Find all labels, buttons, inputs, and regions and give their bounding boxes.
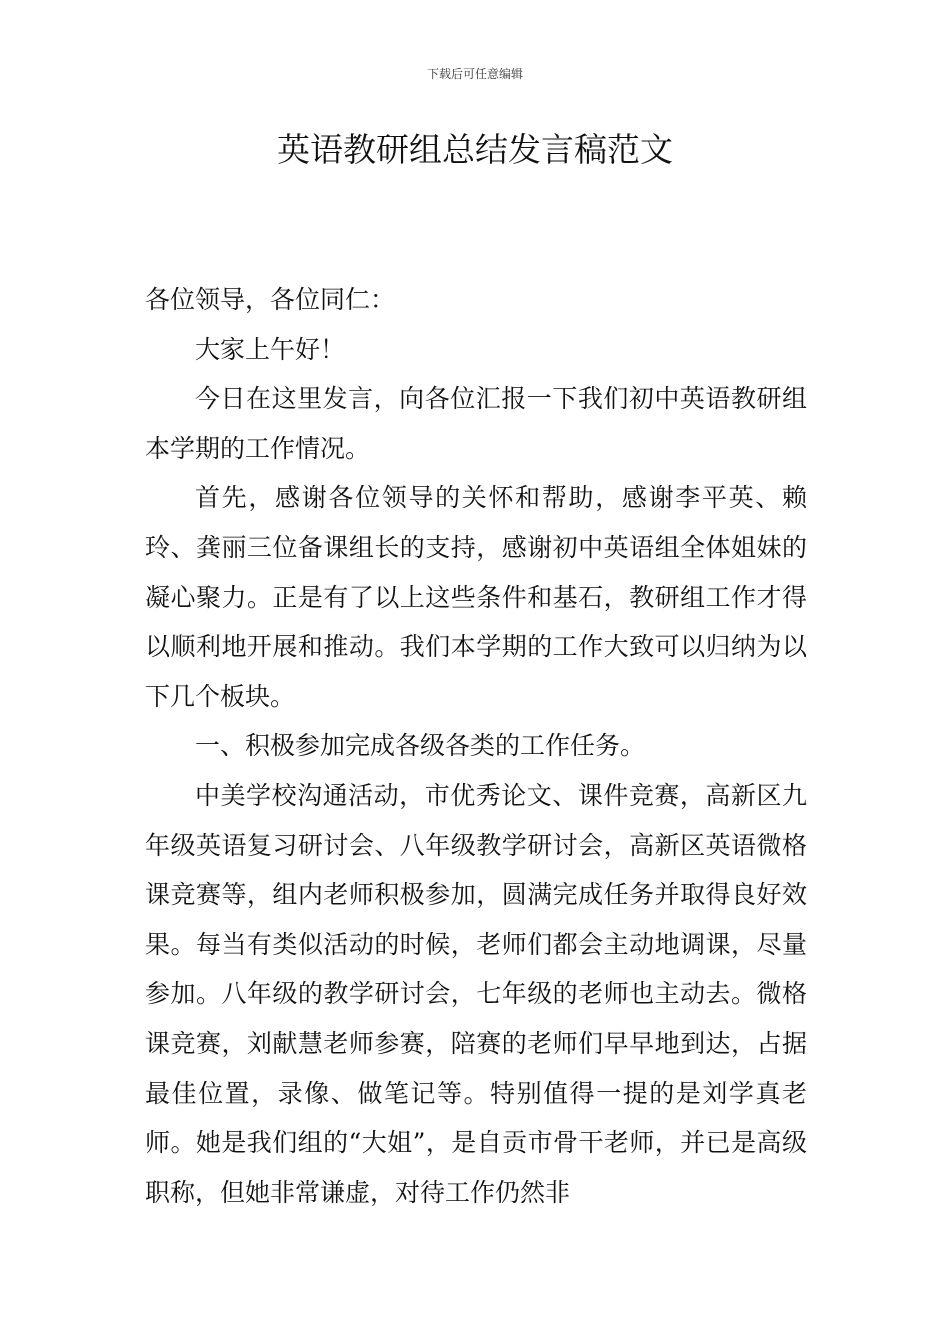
paragraph-greeting: 大家上午好！ — [195, 334, 346, 364]
document-title: 英语教研组总结发言稿范文 — [277, 130, 673, 169]
section-heading-one: 一、积极参加完成各级各类的工作任务。 — [195, 731, 646, 761]
paragraph-thanks: 首先，感谢各位领导的关怀和帮助，感谢李平英、赖玲、龚丽三位备课组长的支持，感谢初中英语组全体姐妹的凝心聚力。正是有了以上这些条件和基石，教研组工作才得以顺利地开展和推动。我们本学期的工作大致可以归纳为以下几个板块。 — [145, 483, 807, 711]
header-note: 下载后可任意编辑 — [426, 67, 523, 81]
salutation: 各位领导，各位同仁： — [145, 285, 396, 314]
paragraph-intro: 今日在这里发言，向各位汇报一下我们初中英语教研组本学期的工作情况。 — [145, 384, 807, 463]
document-body — [145, 275, 807, 1217]
paragraph-activities: 中美学校沟通活动，市优秀论文、课件竞赛，高新区九年级英语复习研讨会、八年级教学研讨会，高新区英语微格课竞赛等，组内老师积极参加，圆满完成任务并取得良好效果。每当有类似活动的时候，老师们都会主动地调课，尽量参加。八年级的教学研讨会，七年级的老师也主动去。微格课竞赛，刘献慧老师参赛，陪赛的老师们早早地到达，占据最佳位置，录像、做笔记等。特别值得一提的是刘学真老师。她是我们组的“大姐”，是自贡市骨干老师，并已是高级职称，但她非常谦虚，对待工作仍然非 — [145, 780, 807, 1207]
